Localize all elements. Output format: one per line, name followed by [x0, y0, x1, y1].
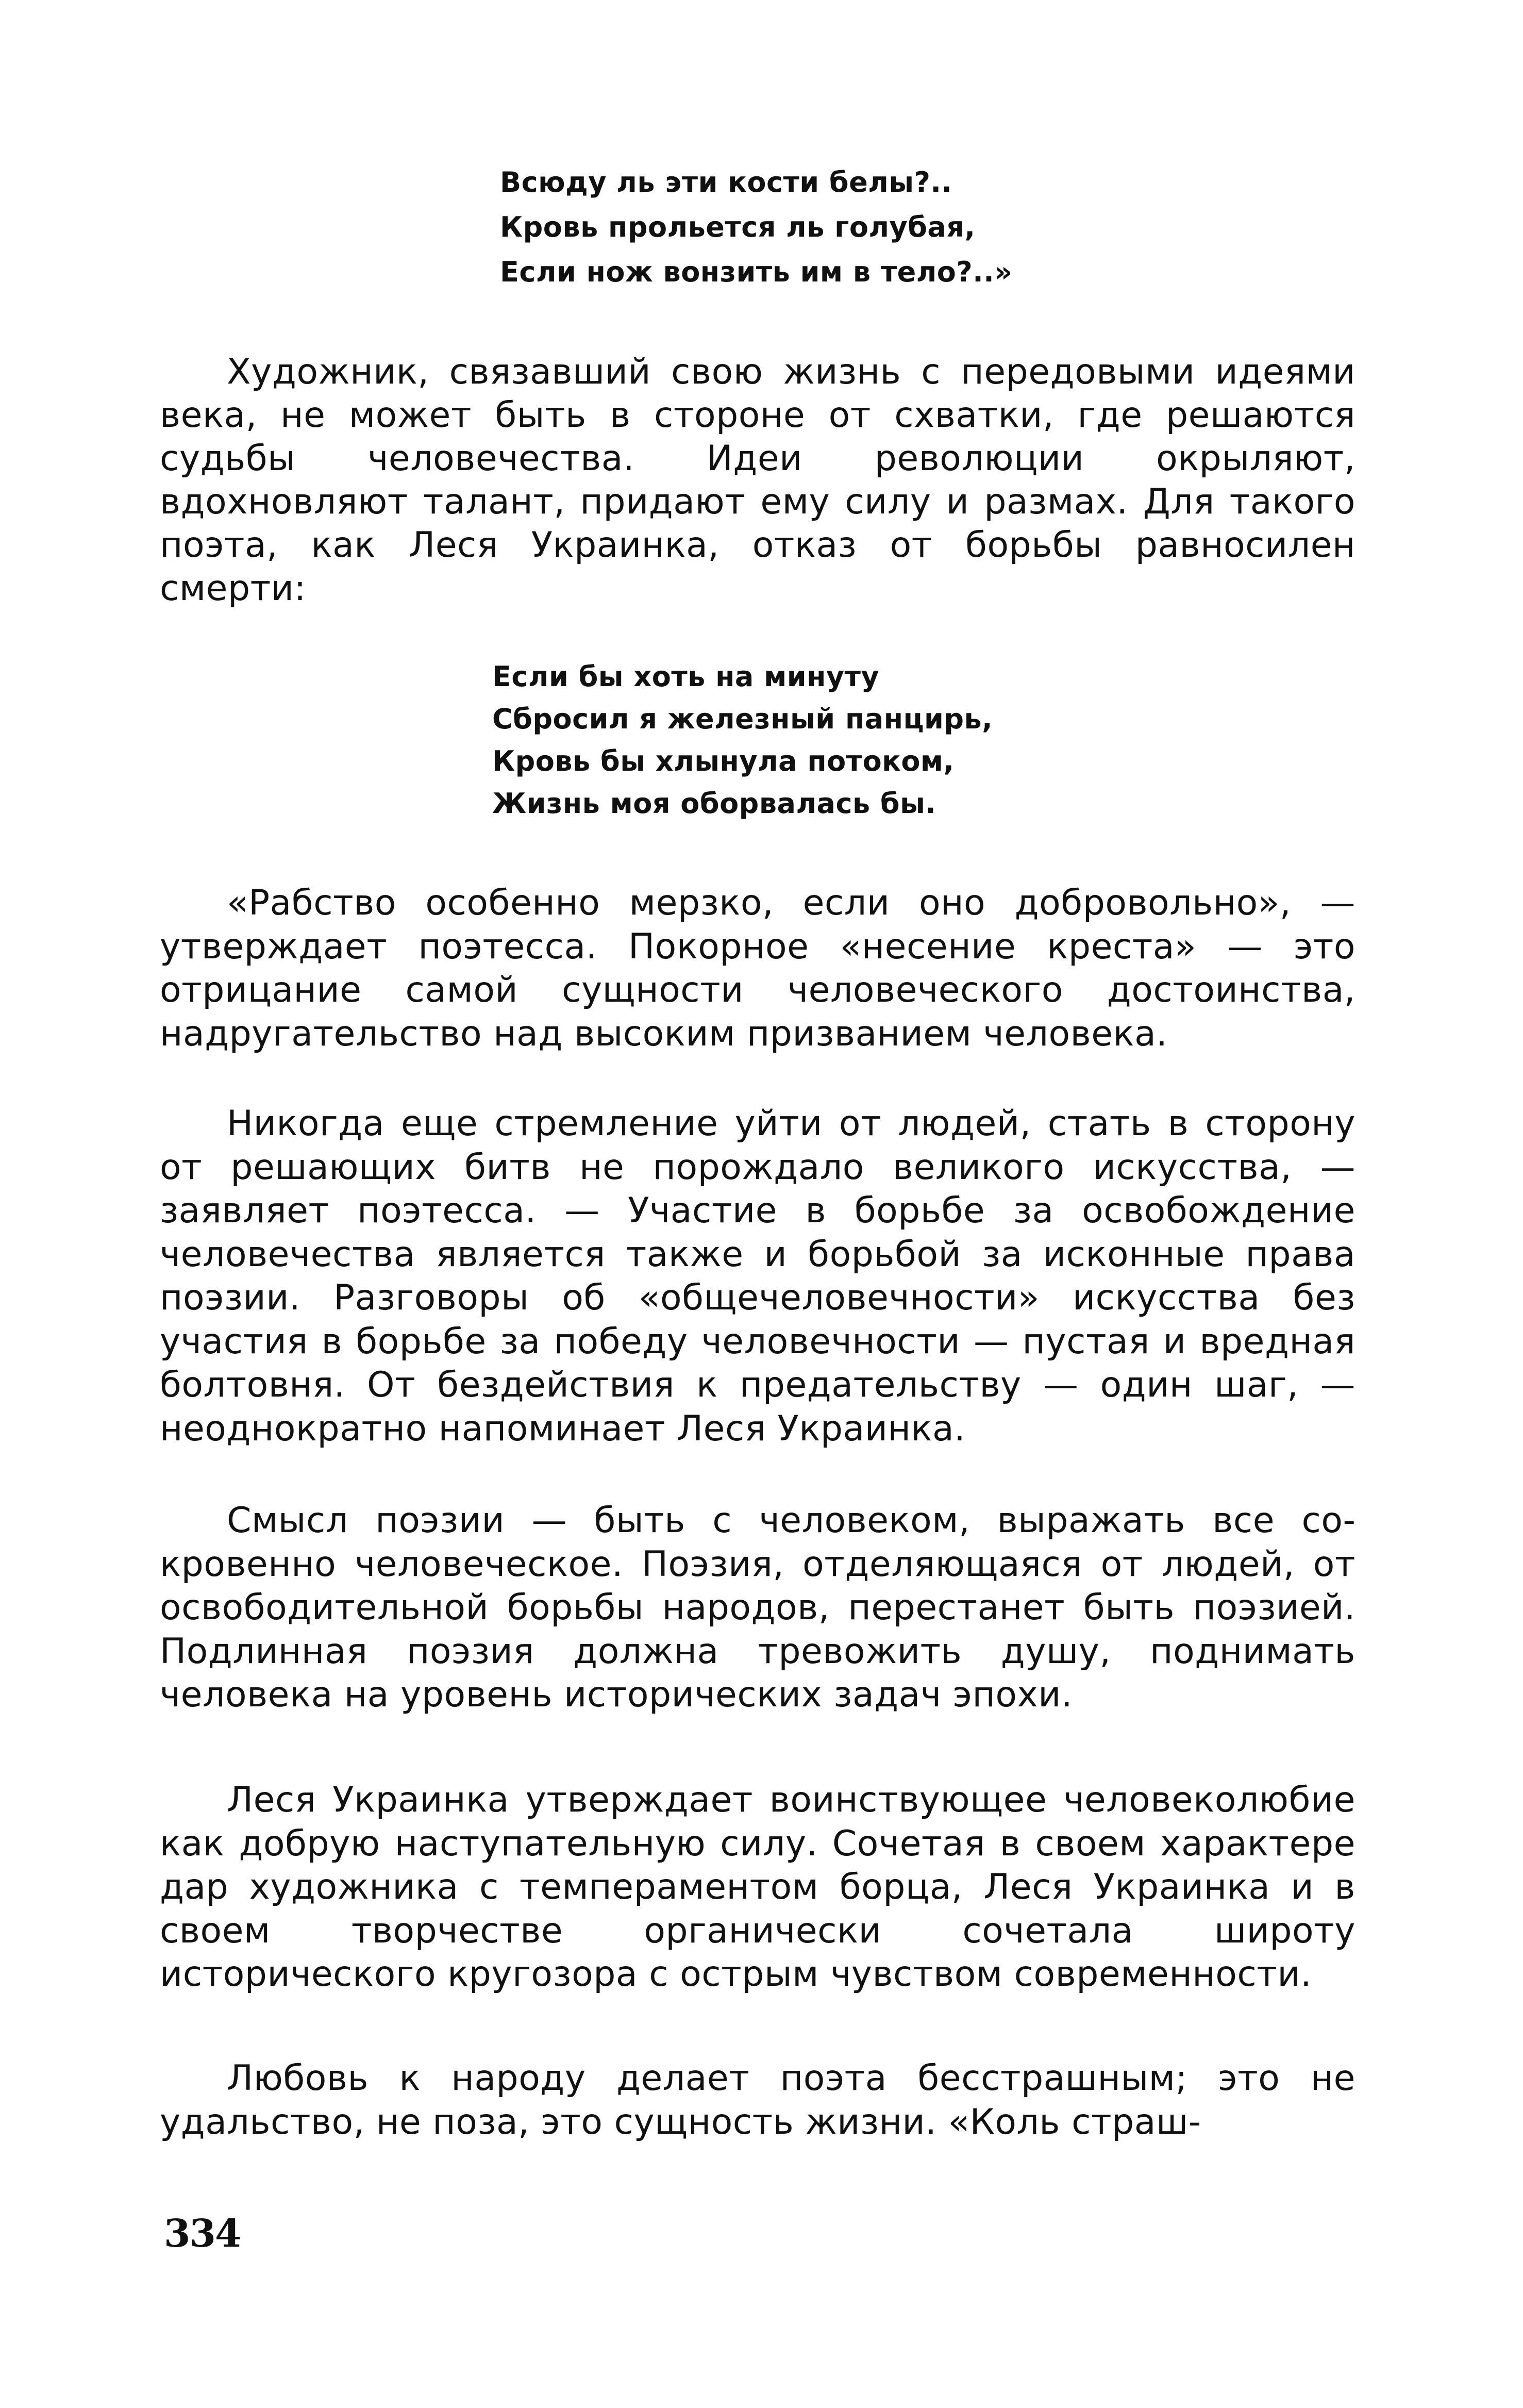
verse-line: Кровь бы хлынула потоком, [492, 745, 955, 777]
verse-line: Если нож вонзить им в тело?..» [500, 256, 1013, 288]
verse-quote-2 [492, 656, 993, 825]
verse-line: Жизнь моя оборвалась бы. [492, 787, 936, 820]
paragraph: Никогда еще стремление уйти от людей, стать в сторону от решающих битв не порождало великого искусства, — заявляет поэтесса. — Участие в борьбе за освобождение человечества является также и борьбой за исконные права поэзии. Разговоры об «общечеловечности» искусства без участия в борьбе за победу человечности — пустая и вредная болтовня. От бездействия к предательству — один шаг, — неоднократно напоминает Леся Украинка. [160, 1103, 1355, 1449]
paragraph: Любовь к народу делает поэта бесстрашным; это не удальство, не поза, это сущность жизни. «Коль страш- [160, 2058, 1355, 2143]
paragraph: «Рабство особенно мерзко, если оно добровольно», — утверждает поэтесса. Покорное «несение креста» — это отрицание самой сущности человеческого достоинства, надругательство над высоким призванием человека. [160, 883, 1355, 1054]
verse-line: Всюду ль эти кости белы?.. [500, 166, 952, 198]
paragraph: Леся Украинка утверждает воинствующее человеколюбие как добрую наступательную силу. Сочетая в своем характере дар художника с темпераментом борца, Леся Украинка и в своем творчестве органически сочетала широту исторического кругозора с острым чувством современности. [160, 1780, 1355, 1995]
verse-line: Если бы хоть на минуту [492, 660, 880, 693]
page-number: 334 [164, 2212, 241, 2256]
verse-line: Кровь прольется ль голубая, [500, 211, 976, 243]
paragraph: Смысл поэзии — быть с человеком, выражать все сокровенно человеческое. Поэзия, отделяющаяся от людей, от освободительной борьбы народов, перестанет быть поэзией. Подлинная поэзия должна тревожить душу, поднимать человека на уровень исторических задач эпохи. [160, 1500, 1355, 1715]
verse-quote-1 [500, 160, 1013, 294]
verse-line: Сбросил я железный панцирь, [492, 703, 993, 735]
paragraph: Художник, связавший свою жизнь с передовыми идеями века, не может быть в стороне от схватки, где решаются судьбы человечества. Идеи революции окрыляют, вдохновляют талант, придают ему силу и размах. Для такого поэта, как Леся Украинка, отказ от борьбы равносилен смерти: [160, 352, 1355, 609]
